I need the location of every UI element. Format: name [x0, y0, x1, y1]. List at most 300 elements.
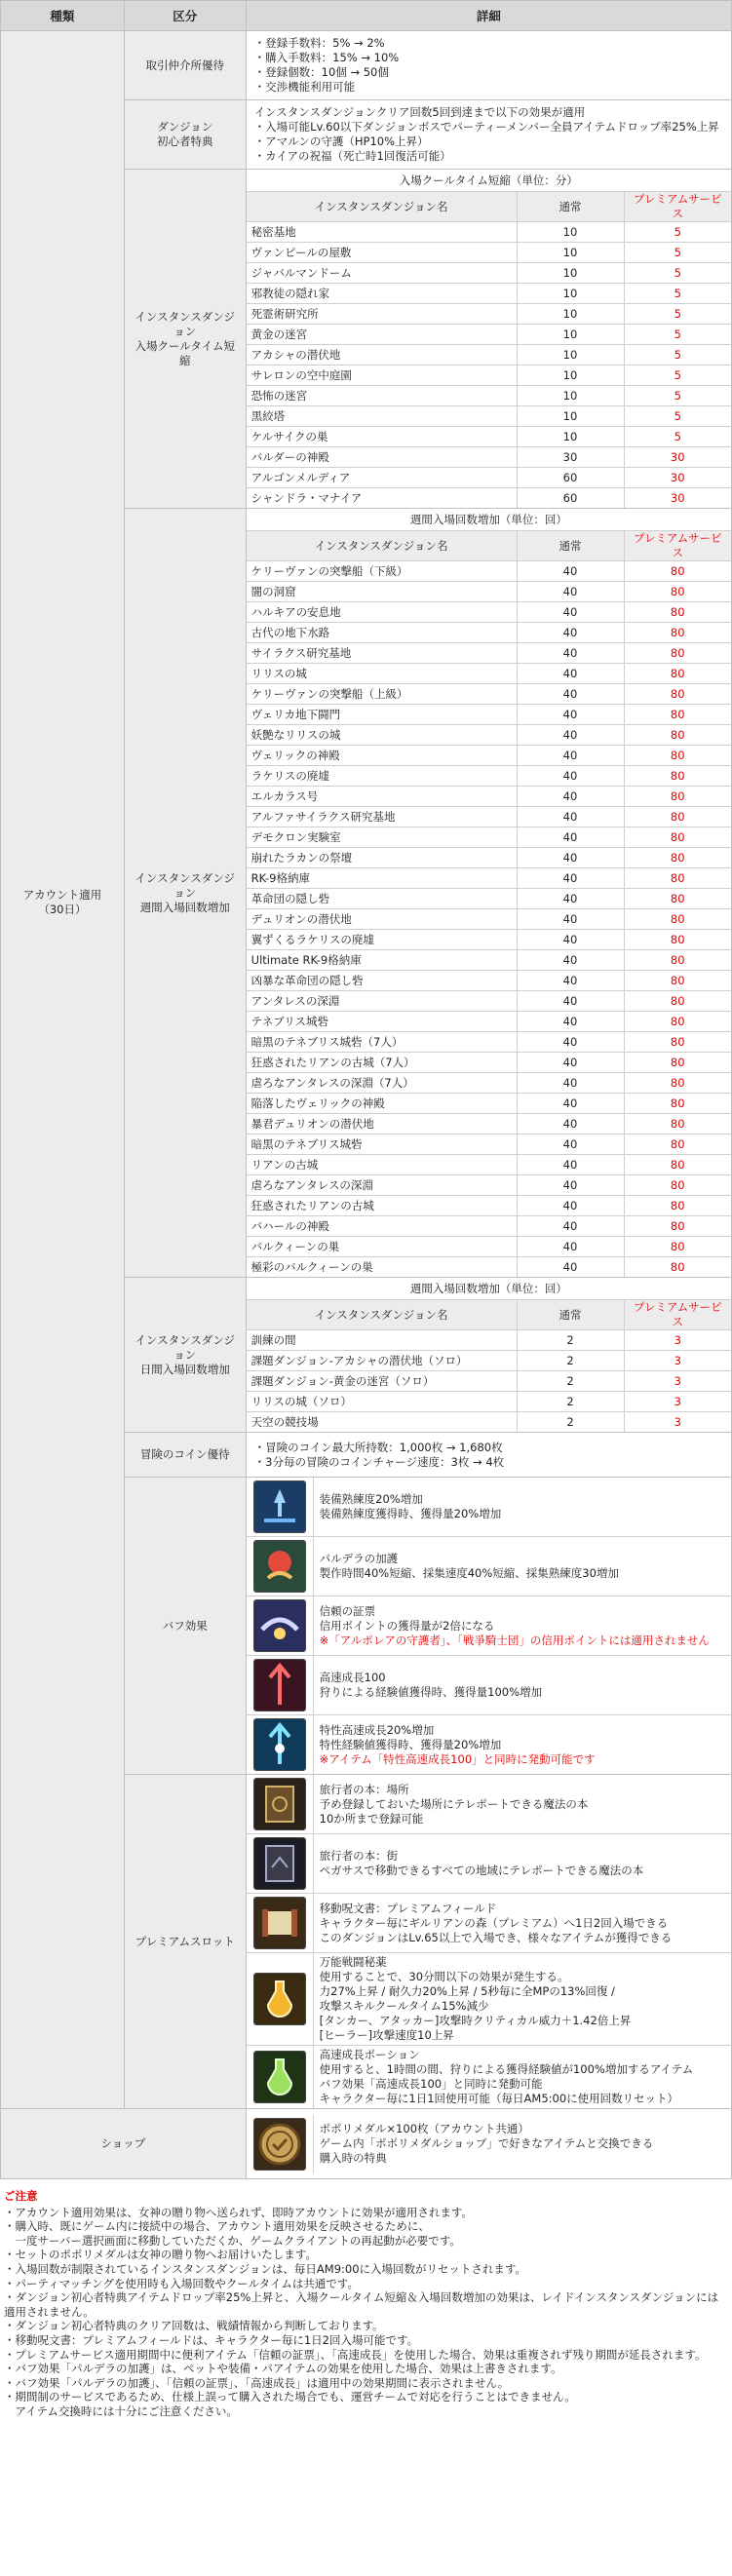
dungeon-row: [247, 1114, 731, 1134]
normal-value: 40: [517, 746, 624, 766]
note-item: ・バフ効果「パルデラの加護」、「信頼の証票」、「高速成長」は適用中の効果期間に表示されません。: [4, 2375, 510, 2390]
slot-table-cell: [246, 1775, 731, 2109]
buff-icon-cell: [247, 1478, 314, 1537]
detail-line: ポポリメダル×100枚（アカウント共通）: [319, 2122, 529, 2135]
dungeon-row: [247, 263, 731, 284]
daily-title: 週間入場回数増加（単位：回）: [247, 1278, 731, 1300]
detail-line: 高速成長ポーション: [319, 2048, 420, 2061]
premium-value: 5: [624, 243, 731, 263]
detail-line: ・登録個数：10個 → 50個: [253, 65, 389, 79]
header-detail: 詳細: [246, 1, 731, 31]
header-type: 種類: [1, 1, 125, 31]
dungeon-name: Ultimate RK-9格納庫: [247, 950, 517, 971]
dungeon-row: [247, 1032, 731, 1053]
dungeon-row: [247, 1257, 731, 1278]
dungeon-name: アンタレスの深淵: [247, 991, 517, 1012]
detail-line: [ヒーラー]攻撃速度10上昇: [319, 2028, 454, 2042]
premium-value: 80: [624, 1053, 731, 1073]
dungeon-row: [247, 1216, 731, 1237]
normal-value: 10: [517, 325, 624, 345]
detail-line: 使用すると、1時間の間、狩りによる獲得経験値が100%増加するアイテム: [319, 2062, 694, 2076]
dungeon-name: ジャバルマンドーム: [247, 263, 517, 284]
premium-value: 3: [624, 1330, 731, 1351]
detail-line: ・3分毎の冒険のコインチャージ速度：3枚 → 4枚: [253, 1454, 505, 1469]
note-item: ・アカウント適用効果は、女神の贈り物へ送られず、即時アカウントに効果が適用されます。: [4, 2205, 473, 2219]
premium-value: 80: [624, 602, 731, 623]
premium-value: 5: [624, 365, 731, 386]
normal-value: 40: [517, 1053, 624, 1073]
dungeon-name: 暗黒のテネブリス城砦（7人）: [247, 1032, 517, 1053]
detail-line: 攻撃スキルクールタイム15%減少: [319, 1999, 489, 2013]
cooldown-label: インスタンスダンジョン 入場クールタイム短縮: [124, 170, 246, 509]
slot-item-text: [313, 1775, 731, 1834]
dungeon-name: アルファサイラクス研究基地: [247, 807, 517, 827]
detail-line: 信頼の証票: [319, 1603, 376, 1618]
buff-item-row: [247, 1596, 731, 1656]
detail-line: 製作時間40%短縮、採集速度40%短縮、採集熟練度30増加: [319, 1566, 619, 1580]
note-item: アイテム交換時には十分にご注意ください。: [4, 2403, 238, 2418]
normal-value: 60: [517, 468, 624, 488]
paldera-blessing-icon: [253, 1540, 306, 1593]
buff-table-cell: [246, 1478, 731, 1775]
premium-value: 5: [624, 345, 731, 365]
note-item: ・セットのポポリメダルは女神の贈り物へお届けいたします。: [4, 2248, 317, 2262]
dungeon-row: [247, 623, 731, 643]
premium-value: 80: [624, 684, 731, 705]
premium-value: 80: [624, 1196, 731, 1216]
detail-line: ・登録手数料：5% → 2%: [253, 36, 385, 50]
normal-value: 40: [517, 868, 624, 889]
detail-line: ・カイアの祝福（死亡時1回復活可能）: [253, 149, 451, 163]
dungeon-row: [247, 684, 731, 705]
dungeon-name: リアンの古城: [247, 1155, 517, 1175]
normal-value: 2: [517, 1412, 624, 1433]
buff-item-text: [313, 1478, 731, 1537]
premium-value: 5: [624, 386, 731, 406]
dungeon-row: [247, 705, 731, 725]
col-dungeon-name: インスタンスダンジョン名: [247, 531, 517, 561]
col-normal: 通常: [517, 192, 624, 222]
premium-value: 5: [624, 222, 731, 243]
notes-section: [0, 2179, 732, 2419]
buff-icon-cell: [247, 1537, 314, 1596]
premium-value: 80: [624, 1237, 731, 1257]
dungeon-name: ケリーヴァンの突撃船（下級）: [247, 561, 517, 582]
normal-value: 40: [517, 643, 624, 664]
dungeon-name: 虐ろなアンタレスの深淵: [247, 1175, 517, 1196]
normal-value: 40: [517, 602, 624, 623]
premium-value: 30: [624, 468, 731, 488]
premium-value: 80: [624, 971, 731, 991]
dungeon-row: [247, 1196, 731, 1216]
shop-icon-cell: [247, 2115, 314, 2173]
dungeon-name: 黒絞塔: [247, 406, 517, 427]
premium-value: 80: [624, 807, 731, 827]
dungeon-name: 狂惑されたリアンの古城: [247, 1196, 517, 1216]
detail-line: 購入時の特典: [319, 2151, 387, 2165]
normal-value: 40: [517, 971, 624, 991]
normal-value: 10: [517, 365, 624, 386]
detail-line: 装備熟練度20%増加: [319, 1492, 423, 1506]
fast-growth-icon: [253, 1659, 306, 1711]
dungeon-row: [247, 427, 731, 447]
dungeon-name: 暴君デュリオンの潜伏地: [247, 1114, 517, 1134]
detail-line: バフ効果「高速成長100」と同時に発動可能: [319, 2077, 543, 2091]
normal-value: 40: [517, 1012, 624, 1032]
premium-value: 80: [624, 930, 731, 950]
normal-value: 40: [517, 889, 624, 909]
weekly-title: 週間入場回数増加（単位：回）: [247, 509, 731, 531]
dungeon-row: [247, 1053, 731, 1073]
buff-item-row: [247, 1656, 731, 1715]
detail-line: 特性高速成長20%増加: [319, 1722, 435, 1737]
note-item: ・バフ効果「パルデラの加護」は、ペットや装備・パアイテムの効果を使用した場合、効果は上書きされます。: [4, 2362, 562, 2376]
slot-item-row: [247, 1775, 731, 1834]
detail-line: 狩りによる経験値獲得時、獲得量100%増加: [319, 1685, 543, 1699]
premium-value: 80: [624, 746, 731, 766]
premium-value: 80: [624, 582, 731, 602]
premium-value: 80: [624, 1012, 731, 1032]
detail-line: 使用することで、30分間以下の効果が発生する。: [319, 1970, 569, 1983]
dungeon-name: ラケリスの廃墟: [247, 766, 517, 787]
detail-line: 力27%上昇 / 耐久力20%上昇 / 5秒毎に全MPの13%回復 /: [319, 1984, 615, 1998]
beginner-detail: [246, 100, 731, 170]
panacea-potion-icon: [253, 1973, 306, 2025]
dungeon-name: エルカラス号: [247, 787, 517, 807]
slot-icon-cell: [247, 1953, 314, 2046]
detail-line: 装備熟練度獲得時、獲得量20%増加: [319, 1507, 502, 1520]
dungeon-row: [247, 664, 731, 684]
dungeon-name: デュリオンの潜伏地: [247, 909, 517, 930]
normal-value: 40: [517, 561, 624, 582]
note-line: ※アイテム「特性高速成長100」と同時に発動可能です: [319, 1751, 596, 1766]
shop-label: ショップ: [1, 2109, 247, 2179]
dungeon-name: 極彩のバルクィーンの巣: [247, 1257, 517, 1278]
normal-value: 40: [517, 991, 624, 1012]
premium-value: 80: [624, 1094, 731, 1114]
beginner-label: ダンジョン 初心者特典: [124, 100, 246, 170]
slot-item-text: [313, 1834, 731, 1894]
dungeon-row: [247, 345, 731, 365]
dungeon-row: [247, 1134, 731, 1155]
dungeon-row: [247, 848, 731, 868]
normal-value: 2: [517, 1371, 624, 1392]
normal-value: 40: [517, 766, 624, 787]
buff-item-row: [247, 1537, 731, 1596]
dungeon-row: [247, 1351, 731, 1371]
dungeon-name: バルダーの神殿: [247, 447, 517, 468]
dungeon-row: [247, 1155, 731, 1175]
normal-value: 40: [517, 1196, 624, 1216]
normal-value: 10: [517, 243, 624, 263]
dungeon-name: 翼ずくるラケリスの廃墟: [247, 930, 517, 950]
special-growth-icon: [253, 1718, 306, 1771]
detail-line: 特性経験値獲得時、獲得量20%増加: [319, 1737, 502, 1751]
normal-value: 40: [517, 1237, 624, 1257]
normal-value: 40: [517, 684, 624, 705]
normal-value: 40: [517, 1216, 624, 1237]
daily-table-cell: [246, 1278, 731, 1433]
detail-line: 移動呪文書：プレミアムフィールド: [319, 1901, 497, 1915]
travel-book-street-icon: [253, 1837, 306, 1890]
premium-value: 80: [624, 766, 731, 787]
dungeon-row: [247, 807, 731, 827]
weekly-label: インスタンスダンジョン 週間入場回数増加: [124, 509, 246, 1278]
normal-value: 40: [517, 909, 624, 930]
normal-value: 40: [517, 807, 624, 827]
note-item: ・移動呪文書：プレミアムフィールドは、キャラクター毎に1日2回入場可能です。: [4, 2332, 419, 2347]
premium-value: 3: [624, 1392, 731, 1412]
dungeon-row: [247, 1073, 731, 1094]
dungeon-row: [247, 1330, 731, 1351]
dungeon-name: 闇の洞窟: [247, 582, 517, 602]
detail-line: 10か所まで登録可能: [319, 1811, 424, 1826]
premium-value: 80: [624, 827, 731, 848]
detail-line: インスタンスダンジョンクリア回数5回到達まで以下の効果が適用: [253, 105, 586, 119]
premium-value: 80: [624, 787, 731, 807]
detail-line: パルデラの加護: [319, 1552, 399, 1565]
dungeon-row: [247, 325, 731, 345]
normal-value: 60: [517, 488, 624, 509]
dungeon-row: [247, 725, 731, 746]
buff-table: [247, 1478, 731, 1774]
buff-icon-cell: [247, 1596, 314, 1656]
dungeon-row: [247, 868, 731, 889]
detail-line: ペガサスで移動できるすべての地域にテレポートできる魔法の本: [319, 1864, 644, 1877]
note-item: ・パーティマッチングを使用時も入場回数やクールタイムは共通です。: [4, 2276, 359, 2290]
dungeon-row: [247, 284, 731, 304]
note-item: ・期間制のサービスであるため、仕様上誤って購入された場合でも、運営チームで対応を行うことはできません。: [4, 2390, 576, 2404]
dungeon-row: [247, 746, 731, 766]
dungeon-row: [247, 561, 731, 582]
col-premium: プレミアムサービス: [624, 531, 731, 561]
col-premium: プレミアムサービス: [624, 192, 731, 222]
dungeon-row: [247, 243, 731, 263]
dungeon-name: 崩れたラカンの祭壇: [247, 848, 517, 868]
dungeon-row: [247, 468, 731, 488]
detail-line: キャラクター毎に1日1回使用可能（毎日AM5:00に使用回数リセット）: [319, 2092, 679, 2105]
buff-icon-cell: [247, 1656, 314, 1715]
normal-value: 40: [517, 827, 624, 848]
premium-value: 80: [624, 561, 731, 582]
detail-line: このダンジョンはLv.65以上で入場でき、様々なアイテムが獲得できる: [319, 1930, 673, 1944]
dungeon-row: [247, 406, 731, 427]
dungeon-name: ケリーヴァンの突撃船（上級）: [247, 684, 517, 705]
normal-value: 2: [517, 1330, 624, 1351]
dungeon-name: 妖艶なリリスの城: [247, 725, 517, 746]
slot-label: プレミアムスロット: [124, 1775, 246, 2109]
normal-value: 40: [517, 848, 624, 868]
premium-value: 80: [670, 1259, 685, 1274]
dungeon-row: [247, 787, 731, 807]
premium-value: 5: [624, 406, 731, 427]
note-item: ・ダンジョン初心者特典アイテムドロップ率25%上昇と、入場クールタイム短縮＆入場回数増加の効果は、レイドインスタンスダンジョンには適用されません。: [4, 2290, 719, 2319]
cooldown-table-cell: [246, 170, 731, 509]
buff-item-text: [313, 1596, 731, 1656]
normal-value: 40: [517, 1257, 624, 1278]
slot-icon-cell: [247, 2046, 314, 2109]
trust-certificate-icon: [253, 1599, 306, 1652]
premium-value: 80: [624, 664, 731, 684]
shop-table: [247, 2115, 731, 2173]
premium-value: 80: [624, 623, 731, 643]
normal-value: 40: [517, 1032, 624, 1053]
premium-value: 5: [624, 325, 731, 345]
dungeon-row: [247, 643, 731, 664]
dungeon-name: バルクィーンの巣: [247, 1237, 517, 1257]
slot-icon-cell: [247, 1834, 314, 1894]
col-normal: 通常: [517, 1300, 624, 1330]
coin-detail: [246, 1433, 731, 1478]
normal-value: 40: [517, 787, 624, 807]
normal-value: 40: [517, 1094, 624, 1114]
cooldown-table: [247, 170, 731, 508]
normal-value: 10: [517, 345, 624, 365]
dungeon-row: [247, 950, 731, 971]
premium-value: 80: [624, 909, 731, 930]
slot-type-filler: [1, 1775, 125, 2109]
dungeon-row: [247, 909, 731, 930]
normal-value: 40: [517, 1114, 624, 1134]
slot-item-row: [247, 1953, 731, 2046]
detail-line: 旅行者の本：場所: [319, 1782, 409, 1796]
normal-value: 2: [517, 1351, 624, 1371]
dungeon-row: [247, 766, 731, 787]
slot-icon-cell: [247, 1894, 314, 1953]
note-item: 一度サーバー選択画面に移動していただくか、ゲームクライアントの再起動が必要です。: [4, 2233, 461, 2248]
premium-value: 30: [670, 490, 685, 505]
slot-item-row: [247, 1834, 731, 1894]
dungeon-name: デモクロン実験室: [247, 827, 517, 848]
dungeon-name: サイラクス研究基地: [247, 643, 517, 664]
dungeon-row: [247, 1012, 731, 1032]
detail-line: 旅行者の本：街: [319, 1849, 399, 1863]
dungeon-name: 秘密基地: [247, 222, 517, 243]
premium-value: 5: [624, 427, 731, 447]
coin-label: 冒険のコイン優待: [124, 1433, 246, 1478]
normal-value: 40: [517, 1073, 624, 1094]
note-item: ・プレミアムサービス適用期間中に便利アイテム「信頼の証票」、「高速成長」を使用した場合、効果は重複されず残り期間が延長されます。: [4, 2347, 707, 2362]
note-line: ※「アルポレアの守護者」、「戦爭騎士団」の信用ポイントには適用されません: [319, 1633, 710, 1647]
shop-text: [313, 2115, 731, 2173]
note-item: ・購入時、既にゲーム内に接続中の場合、アカウント適用効果を反映させるために、: [4, 2219, 430, 2234]
weekly-table: [247, 509, 731, 1277]
training-buff-icon: [253, 1480, 306, 1533]
growth-potion-icon: [253, 2051, 306, 2103]
premium-value: 5: [624, 263, 731, 284]
premium-value: 5: [624, 304, 731, 325]
normal-value: 10: [517, 406, 624, 427]
dungeon-row: [247, 582, 731, 602]
dungeon-row: [247, 1412, 731, 1433]
buff-icon-cell: [247, 1715, 314, 1775]
col-normal: 通常: [517, 531, 624, 561]
slot-table: [247, 1775, 731, 2108]
slot-item-row: [247, 1894, 731, 1953]
normal-value: 40: [517, 1155, 624, 1175]
buff-label: バフ効果: [124, 1478, 246, 1775]
dungeon-name: 訓練の間: [247, 1330, 517, 1351]
premium-value: 80: [624, 991, 731, 1012]
premium-value: 80: [624, 868, 731, 889]
dungeon-row: [247, 1094, 731, 1114]
normal-value: 40: [517, 725, 624, 746]
shop-detail-cell: [246, 2109, 731, 2179]
premium-value: 80: [624, 1134, 731, 1155]
dungeon-row: [247, 386, 731, 406]
dungeon-name: アカシャの潜伏地: [247, 345, 517, 365]
dungeon-name: ヴェリカ地下闘門: [247, 705, 517, 725]
dungeon-name: ヴェリックの神殿: [247, 746, 517, 766]
normal-value: 10: [517, 222, 624, 243]
dungeon-name: シャンドラ・マナイア: [247, 488, 517, 509]
premium-value: 80: [624, 950, 731, 971]
slot-icon-cell: [247, 1775, 314, 1834]
normal-value: 30: [517, 447, 624, 468]
header-category: 区分: [124, 1, 246, 31]
col-dungeon-name: インスタンスダンジョン名: [247, 1300, 517, 1330]
daily-table: [247, 1278, 731, 1432]
dungeon-row: [247, 602, 731, 623]
dungeon-row: [247, 488, 731, 509]
note-item: ・ダンジョン初心者特典のクリア回数は、戦績情報から判断しております。: [4, 2319, 384, 2333]
normal-value: 40: [517, 582, 624, 602]
detail-line: 信用ポイントの獲得量が2倍になる: [319, 1618, 495, 1633]
slot-item-text: [313, 2046, 731, 2109]
dungeon-name: 邪教徒の隠れ家: [247, 284, 517, 304]
dungeon-name: リリスの城: [247, 664, 517, 684]
normal-value: 10: [517, 386, 624, 406]
premium-value: 80: [624, 1114, 731, 1134]
dungeon-name: 凶暴な革命団の隠し砦: [247, 971, 517, 991]
normal-value: 40: [517, 1175, 624, 1196]
premium-value: 3: [624, 1351, 731, 1371]
commission-label: 取引仲介所優待: [124, 31, 246, 100]
detail-line: ・購入手数料：15% → 10%: [253, 51, 400, 64]
normal-value: 2: [517, 1392, 624, 1412]
premium-value: 80: [624, 1032, 731, 1053]
normal-value: 10: [517, 263, 624, 284]
note-item: ・入場回数が制限されているインスタンスダンジョンは、毎日AM9:00に入場回数がリセットされます。: [4, 2261, 526, 2276]
normal-value: 40: [517, 1134, 624, 1155]
detail-line: ・冒険のコイン最大所持数：1,000枚 → 1,680枚: [253, 1440, 503, 1454]
dungeon-row: [247, 971, 731, 991]
premium-value: 30: [624, 447, 731, 468]
travel-book-place-icon: [253, 1778, 306, 1830]
premium-value: 80: [624, 705, 731, 725]
dungeon-name: 暗黒のテネブリス城砦: [247, 1134, 517, 1155]
col-premium: プレミアムサービス: [624, 1300, 731, 1330]
dungeon-row: [247, 1237, 731, 1257]
dungeon-name: サレロンの空中庭園: [247, 365, 517, 386]
detail-line: ・アマルンの守護（HP10%上昇）: [253, 135, 429, 148]
buff-item-text: [313, 1537, 731, 1596]
dungeon-name: RK-9格納庫: [247, 868, 517, 889]
dungeon-row: [247, 1371, 731, 1392]
dungeon-name: 虐ろなアンタレスの深淵（7人）: [247, 1073, 517, 1094]
dungeon-row: [247, 447, 731, 468]
notes-title: ご注意: [4, 2189, 38, 2203]
premium-value: 80: [624, 1073, 731, 1094]
buff-item-text: [313, 1715, 731, 1775]
dungeon-name: 狂惑されたリアンの古城（7人）: [247, 1053, 517, 1073]
dungeon-name: ケルサイクの巣: [247, 427, 517, 447]
travel-scroll-icon: [253, 1897, 306, 1949]
dungeon-row: [247, 1175, 731, 1196]
dungeon-name: 恐怖の迷宮: [247, 386, 517, 406]
weekly-table-cell: [246, 509, 731, 1278]
normal-value: 40: [517, 705, 624, 725]
